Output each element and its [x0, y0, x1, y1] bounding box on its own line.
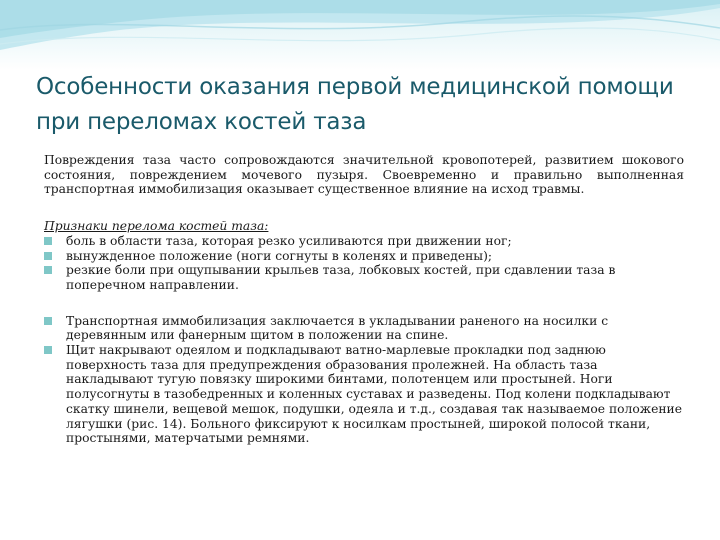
list-item-text: Транспортная иммобилизация заключается в укладывании раненого на носилки с деревянным или фанерным щитом в положении на спине. [66, 313, 609, 343]
list-item [44, 343, 684, 446]
list-item [44, 234, 684, 249]
square-bullet-icon [44, 346, 52, 354]
list-item-text: резкие боли при ощупывании крыльев таза, лобковых костей, при сдавлении таза в поперечном направлении. [66, 263, 616, 292]
list-item-text: боль в области таза, которая резко усиливаются при движении ног; [66, 233, 512, 248]
list-item-text: вынужденное положение (ноги согнуты в коленях и приведены); [66, 248, 493, 263]
header-wave-decoration [0, 0, 720, 70]
list-item-text: Щит накрывают одеялом и подкладывают ватно-марлевые прокладки под заднюю поверхность таза для предупреждения образования пролежней. На область таза накладывают тугую повязку широкими бинтами, полотенцем или простыней. Ноги полусогнуты в тазобедренных и коленных суставах и разведены. Под колени подкладывают скатку шинели, вещевой мешок, подушки, одеяла и т.д., создавая так называемое положение лягушки (рис. 14). Больного фиксируют к носилкам простыней, широкой полосой ткани, простынями, матерчатыми ремнями. [66, 343, 683, 446]
immobilization-list [44, 314, 684, 446]
signs-list [44, 234, 684, 293]
list-item [44, 263, 684, 292]
square-bullet-icon [44, 237, 52, 245]
slide-title: Особенности оказания первой медицинской помощи при переломах костей таза [36, 74, 674, 135]
slide-content [44, 153, 684, 446]
square-bullet-icon [44, 266, 52, 274]
square-bullet-icon [44, 252, 52, 260]
list-item [44, 249, 684, 264]
signs-heading: Признаки перелома костей таза: [44, 219, 269, 234]
intro-paragraph: Повреждения таза часто сопровождаются значительной кровопотерей, развитием шокового состояния, повреждением мочевого пузыря. Своевременно и правильно выполненная транспортная иммобилизация оказывает существенное влияние на исход травмы. [44, 153, 684, 197]
list-item [44, 314, 684, 343]
square-bullet-icon [44, 317, 52, 325]
